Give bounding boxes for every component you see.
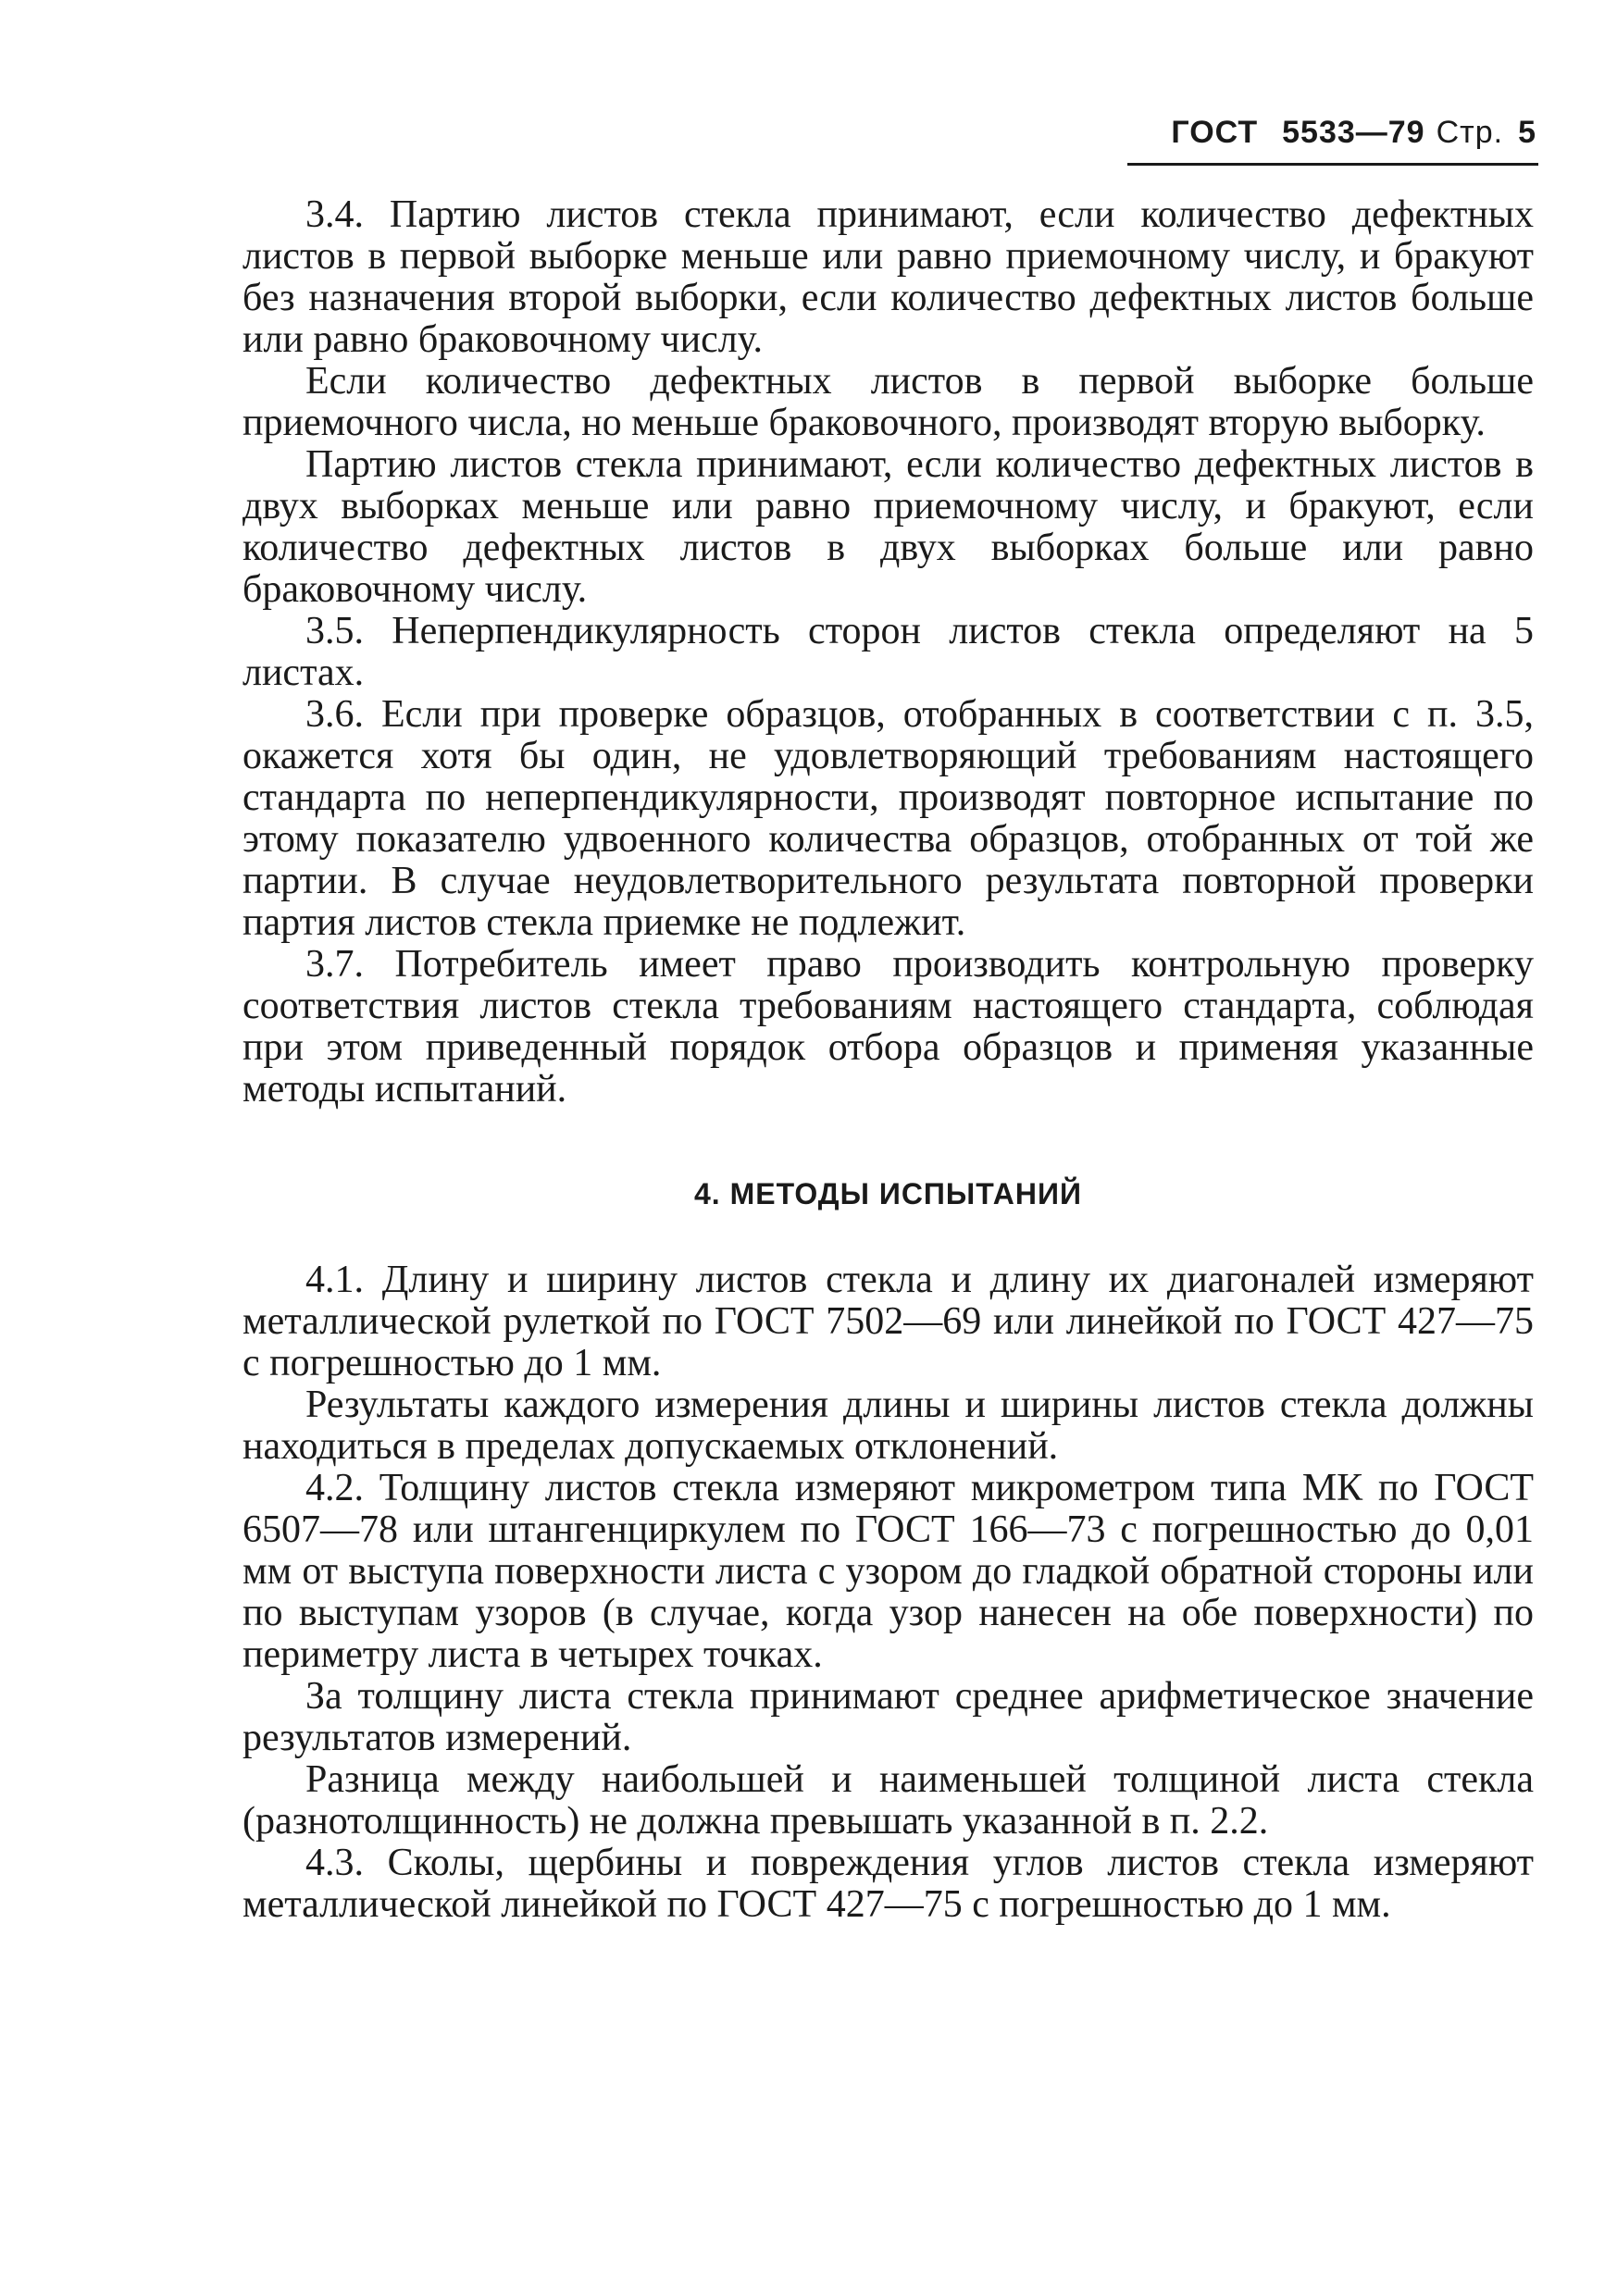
paragraph-4-1: 4.1. Длину и ширину листов стекла и длину их диагоналей измеряют металлической рулеткой по ГОСТ 7502—69 или линейкой по ГОСТ 427—75 с погрешностью до 1 мм. (243, 1259, 1534, 1384)
standard-label: ГОСТ (1171, 115, 1259, 150)
standard-number: 5533—79 (1282, 115, 1425, 150)
paragraph-4-3: 4.3. Сколы, щербины и повреждения углов листов стекла измеряют металлической линейкой по ГОСТ 427—75 с погрешностью до 1 мм. (243, 1842, 1534, 1926)
paragraph-4-2-average: За толщину листа стекла принимают среднее арифметическое значение результатов измерений. (243, 1675, 1534, 1759)
paragraph-4-2: 4.2. Толщину листов стекла измеряют микрометром типа МК по ГОСТ 6507—78 или штангенциркулем по ГОСТ 166—73 с погрешностью до 0,01 мм от выступа поверхности листа с узором до гладкой обратной стороны или по выступам узоров (в случае, когда узор нанесен на обе поверхности) по периметру листа в четырех точках. (243, 1467, 1534, 1676)
section-title: 4. МЕТОДЫ ИСПЫТАНИЙ (694, 1177, 1082, 1210)
body-text (243, 194, 1534, 1926)
paragraph-3-4: 3.4. Партию листов стекла принимают, если количество дефектных листов в первой выборке меньше или равно приемочному числу, и бракуют без назначения второй выборки, если количество дефектных листов больше или равно браковочному числу. (243, 193, 1534, 361)
page-label: Стр. (1436, 115, 1504, 150)
header-rule (1127, 163, 1538, 166)
page-number: 5 (1518, 115, 1536, 150)
paragraph-3-4-second-sample: Если количество дефектных листов в первой выборке больше приемочного числа, но меньше браковочного, производят вторую выборку. (243, 360, 1534, 444)
paragraph-4-2-difference: Разница между наибольшей и наименьшей толщиной листа стекла (разнотолщинность) не должна превышать указанной в п. 2.2. (243, 1758, 1534, 1843)
paragraph-3-7: 3.7. Потребитель имеет право производить контрольную проверку соответствия листов стекла требованиям настоящего стандарта, соблюдая при этом приведенный порядок отбора образцов и применяя указанные методы испытаний. (243, 943, 1534, 1111)
page-header (1092, 115, 1536, 170)
paragraph-4-1-results: Результаты каждого измерения длины и ширины листов стекла должны находиться в пределах допускаемых отклонений. (243, 1384, 1534, 1468)
paragraph-3-5: 3.5. Неперпендикулярность сторон листов стекла определяют на 5 листах. (243, 610, 1534, 694)
paragraph-3-4-two-samples: Партию листов стекла принимают, если количество дефектных листов в двух выборках меньше или равно приемочному числу, и бракуют, если количество дефектных листов в двух выборках больше или равно браковочному числу. (243, 443, 1534, 611)
paragraph-3-6: 3.6. Если при проверке образцов, отобранных в соответствии с п. 3.5, окажется хотя бы один, не удовлетворяющий требованиям настоящего стандарта по неперпендикулярности, производят повторное испытание по этому показателю удвоенного количества образцов, отобранных от той же партии. В случае неудовлетворительного результата повторной проверки партия листов стекла приемке не подлежит. (243, 693, 1534, 944)
